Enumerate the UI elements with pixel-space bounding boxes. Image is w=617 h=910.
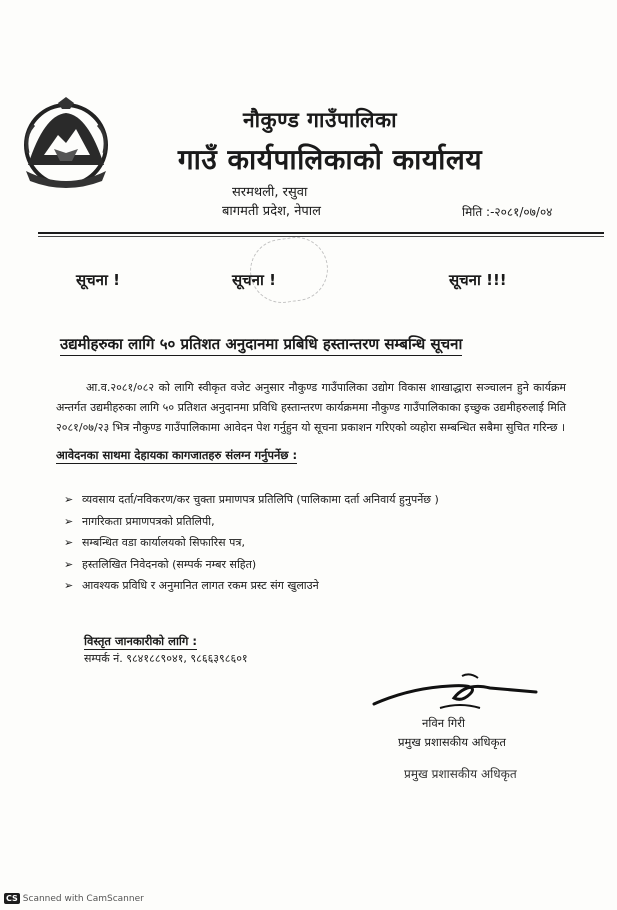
signatory-title: प्रमुख प्रशासकीय अधिकृत bbox=[398, 735, 506, 749]
arrow-bullet-icon: ➢ bbox=[64, 514, 74, 528]
arrow-bullet-icon: ➢ bbox=[64, 579, 74, 592]
notice-body bbox=[56, 378, 566, 438]
notice-body-text: आ.व.२०८१/०८२ को लागि स्वीकृत वजेट अनुसार नौकुण्ड गाउँपालिका उद्योग विकास शाखाद्धारा सञ्चालन हुने कार्यक्रम अन्तर्गत उद्यमीहरुका लागि ५० प्रतिशत अनुदानमा प्रविधि हस्तान्तरण कार्यक्रममा नौकुण्ड गाउँपालिकाका इच्छुक उद्यमीहरुलाई मिति २०८१/०७/२३ भित्र नौकुण्ड गाउँपालिकामा आवेदन पेश गर्नुहुन यो सूचना प्रकाशन गरिएको व्यहोरा सम्बन्धित सबैमा सुचित गरिन्छ । bbox=[56, 381, 566, 434]
contact-numbers: सम्पर्क नं. ९८४१८८९०४१, ९८६६३९८६०१ bbox=[84, 652, 248, 665]
notice-subject: उद्यमीहरुका लागि ५० प्रतिशत अनुदानमा प्रबिधि हस्तान्तरण सम्बन्धि सूचना bbox=[60, 334, 462, 356]
scanner-watermark bbox=[4, 893, 144, 904]
requirements-heading: आवेदनका साथमा देहायका कागजातहरु संलग्न गर्नुपर्नेछ : bbox=[56, 448, 298, 462]
signatory-stamp-title: प्रमुख प्रशासकीय अधिकृत bbox=[404, 767, 517, 781]
requirement-text: आवश्यक प्रविधि र अनुमानित लागत रकम प्रस्ट संग खुलाउने bbox=[82, 579, 319, 592]
requirement-text: हस्तलिखित निवेदनको (सम्पर्क नम्बर सहित) bbox=[82, 557, 257, 571]
list-item bbox=[64, 535, 439, 557]
header-divider bbox=[38, 232, 604, 234]
list-item bbox=[64, 578, 439, 600]
municipality-name: नौकुण्ड गाउँपालिका bbox=[242, 108, 398, 132]
requirement-text: व्यवसाय दर्ता/नविकरण/कर चुक्ता प्रमाणपत्र प्रतिलिपि (पालिकामा दर्ता अनिवार्य हुनुपर्नेछ ) bbox=[82, 493, 439, 506]
contact-heading: विस्तृत जानकारीको लागि : bbox=[84, 634, 197, 648]
issue-date: मिति :-२०८१/०७/०४ bbox=[462, 205, 553, 219]
list-item bbox=[64, 514, 439, 536]
arrow-bullet-icon: ➢ bbox=[64, 536, 74, 549]
list-item bbox=[64, 557, 439, 579]
camscanner-logo-icon: CS bbox=[6, 894, 18, 903]
notice-label-1: सूचना ! bbox=[76, 271, 120, 289]
arrow-bullet-icon: ➢ bbox=[64, 557, 74, 571]
requirements-list bbox=[64, 492, 439, 600]
notice-label-3: सूचना !!! bbox=[449, 271, 507, 289]
address-line-1: सरमथली, रसुवा bbox=[232, 185, 308, 200]
handwritten-signature-icon bbox=[370, 668, 540, 712]
notice-label-2: सूचना ! bbox=[232, 271, 276, 289]
address-line-2: बागमती प्रदेश, नेपाल bbox=[222, 204, 321, 219]
header-divider-thin bbox=[38, 236, 604, 237]
requirement-text: नागरिकता प्रमाणपत्रको प्रतिलिपी, bbox=[82, 514, 215, 528]
arrow-bullet-icon: ➢ bbox=[64, 493, 74, 506]
nepal-government-emblem-icon bbox=[14, 95, 118, 191]
list-item bbox=[64, 492, 439, 514]
office-title: गाउँ कार्यपालिकाको कार्यालय bbox=[177, 143, 483, 176]
scanner-watermark-text: Scanned with CamScanner bbox=[22, 894, 144, 904]
requirement-text: सम्बन्धित वडा कार्यालयको सिफारिस पत्र, bbox=[82, 536, 245, 549]
signatory-name: नविन गिरी bbox=[422, 716, 465, 730]
